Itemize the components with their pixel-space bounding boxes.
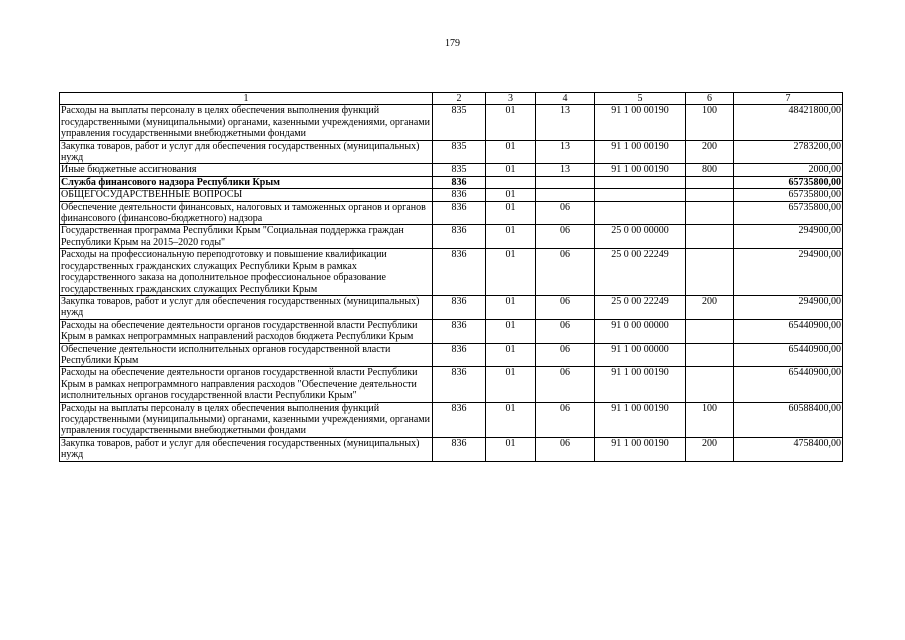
row-section: 01 [486, 105, 536, 140]
row-description: ОБЩЕГОСУДАРСТВЕННЫЕ ВОПРОСЫ [60, 189, 433, 201]
row-description: Иные бюджетные ассигнования [60, 164, 433, 176]
row-amount: 65735800,00 [734, 201, 843, 225]
row-target-article: 91 1 00 00190 [595, 437, 686, 461]
row-target-article: 91 1 00 00190 [595, 164, 686, 176]
column-header: 4 [536, 93, 595, 105]
table-row [60, 295, 843, 319]
row-target-article [595, 189, 686, 201]
table-row [60, 225, 843, 249]
row-section: 01 [486, 437, 536, 461]
row-description: Расходы на выплаты персоналу в целях обеспечения выполнения функций государственными (муниципальными) органами, казенными учреждениями, органами управления государственными внебюджетными фондами [60, 402, 433, 437]
row-target-article: 91 1 00 00190 [595, 402, 686, 437]
column-header: 3 [486, 93, 536, 105]
row-description: Закупка товаров, работ и услуг для обеспечения государственных (муниципальных) нужд [60, 437, 433, 461]
row-target-article [595, 201, 686, 225]
row-expense-type: 100 [686, 105, 734, 140]
row-expense-type [686, 343, 734, 367]
row-amount: 48421800,00 [734, 105, 843, 140]
row-ministry-code: 836 [433, 343, 486, 367]
row-expense-type: 200 [686, 295, 734, 319]
row-section: 01 [486, 319, 536, 343]
row-description: Закупка товаров, работ и услуг для обеспечения государственных (муниципальных) нужд [60, 295, 433, 319]
table-row [60, 249, 843, 296]
row-subsection: 06 [536, 367, 595, 402]
row-target-article: 91 1 00 00190 [595, 140, 686, 164]
row-description: Расходы на обеспечение деятельности органов государственной власти Республики Крым в рамках непрограммных направлений расходов бюджета Республики Крым [60, 319, 433, 343]
row-amount: 65735800,00 [734, 189, 843, 201]
row-description: Обеспечение деятельности финансовых, налоговых и таможенных органов и органов финансового (финансово-бюджетного) надзора [60, 201, 433, 225]
row-target-article [595, 176, 686, 188]
row-amount: 2783200,00 [734, 140, 843, 164]
row-expense-type [686, 201, 734, 225]
table-row [60, 402, 843, 437]
row-amount: 65440900,00 [734, 343, 843, 367]
row-description: Расходы на обеспечение деятельности органов государственной власти Республики Крым в рамках непрограммного направления расходов "Обеспечение деятельности исполнительных органов государственной власти Республики Крым" [60, 367, 433, 402]
budget-table [59, 92, 843, 462]
table-row [60, 105, 843, 140]
row-subsection [536, 176, 595, 188]
row-subsection: 06 [536, 437, 595, 461]
table-row [60, 201, 843, 225]
row-ministry-code: 836 [433, 437, 486, 461]
row-target-article: 25 0 00 22249 [595, 295, 686, 319]
table-row [60, 367, 843, 402]
row-ministry-code: 836 [433, 249, 486, 296]
row-subsection: 13 [536, 140, 595, 164]
row-section: 01 [486, 249, 536, 296]
row-ministry-code: 836 [433, 225, 486, 249]
row-expense-type [686, 189, 734, 201]
row-target-article: 91 0 00 00000 [595, 319, 686, 343]
row-section [486, 176, 536, 188]
row-amount: 294900,00 [734, 295, 843, 319]
row-target-article: 25 0 00 22249 [595, 249, 686, 296]
table-row [60, 319, 843, 343]
row-subsection: 06 [536, 249, 595, 296]
row-expense-type [686, 367, 734, 402]
page-number: 179 [445, 38, 460, 49]
table-row [60, 140, 843, 164]
row-amount: 65440900,00 [734, 367, 843, 402]
row-amount: 65440900,00 [734, 319, 843, 343]
row-expense-type: 200 [686, 140, 734, 164]
row-section: 01 [486, 367, 536, 402]
row-section: 01 [486, 402, 536, 437]
row-ministry-code: 836 [433, 402, 486, 437]
row-subsection: 13 [536, 105, 595, 140]
row-ministry-code: 835 [433, 105, 486, 140]
row-description: Служба финансового надзора Республики Крым [60, 176, 433, 188]
row-expense-type: 200 [686, 437, 734, 461]
row-amount: 4758400,00 [734, 437, 843, 461]
row-subsection: 06 [536, 225, 595, 249]
column-header: 1 [60, 93, 433, 105]
row-expense-type: 800 [686, 164, 734, 176]
row-ministry-code: 836 [433, 319, 486, 343]
row-description: Закупка товаров, работ и услуг для обеспечения государственных (муниципальных) нужд [60, 140, 433, 164]
row-ministry-code: 836 [433, 367, 486, 402]
table-row [60, 343, 843, 367]
row-section: 01 [486, 225, 536, 249]
table-row [60, 189, 843, 201]
row-ministry-code: 836 [433, 176, 486, 188]
row-subsection: 13 [536, 164, 595, 176]
row-description: Государственная программа Республики Крым "Социальная поддержка граждан Республики Крым на 2015–2020 годы" [60, 225, 433, 249]
row-description: Обеспечение деятельности исполнительных органов государственной власти Республики Крым [60, 343, 433, 367]
row-expense-type [686, 225, 734, 249]
row-ministry-code: 836 [433, 295, 486, 319]
row-target-article: 91 1 00 00190 [595, 105, 686, 140]
row-section: 01 [486, 189, 536, 201]
column-header: 5 [595, 93, 686, 105]
row-expense-type [686, 249, 734, 296]
row-description: Расходы на выплаты персоналу в целях обеспечения выполнения функций государственными (муниципальными) органами, казенными учреждениями, органами управления государственными внебюджетными фондами [60, 105, 433, 140]
column-header: 6 [686, 93, 734, 105]
row-section: 01 [486, 201, 536, 225]
row-expense-type [686, 319, 734, 343]
row-target-article: 91 1 00 00000 [595, 343, 686, 367]
row-ministry-code: 835 [433, 140, 486, 164]
row-amount: 60588400,00 [734, 402, 843, 437]
row-subsection: 06 [536, 402, 595, 437]
table-row [60, 437, 843, 461]
row-description: Расходы на профессиональную переподготовку и повышение квалификации государственных гражданских служащих Республики Крым в рамках государственного заказа на дополнительное профессиональное образование государственных гражданских служащих Республики Крым [60, 249, 433, 296]
table-header-row [60, 93, 843, 105]
row-subsection: 06 [536, 295, 595, 319]
row-target-article: 91 1 00 00190 [595, 367, 686, 402]
row-subsection: 06 [536, 319, 595, 343]
row-ministry-code: 835 [433, 164, 486, 176]
table-row [60, 176, 843, 188]
row-target-article: 25 0 00 00000 [595, 225, 686, 249]
row-amount: 294900,00 [734, 249, 843, 296]
row-subsection: 06 [536, 201, 595, 225]
row-section: 01 [486, 295, 536, 319]
row-subsection [536, 189, 595, 201]
row-section: 01 [486, 164, 536, 176]
row-amount: 2000,00 [734, 164, 843, 176]
row-ministry-code: 836 [433, 189, 486, 201]
row-amount: 65735800,00 [734, 176, 843, 188]
row-amount: 294900,00 [734, 225, 843, 249]
column-header: 2 [433, 93, 486, 105]
column-header: 7 [734, 93, 843, 105]
row-section: 01 [486, 343, 536, 367]
table-row [60, 164, 843, 176]
row-expense-type: 100 [686, 402, 734, 437]
row-ministry-code: 836 [433, 201, 486, 225]
row-subsection: 06 [536, 343, 595, 367]
row-section: 01 [486, 140, 536, 164]
row-expense-type [686, 176, 734, 188]
